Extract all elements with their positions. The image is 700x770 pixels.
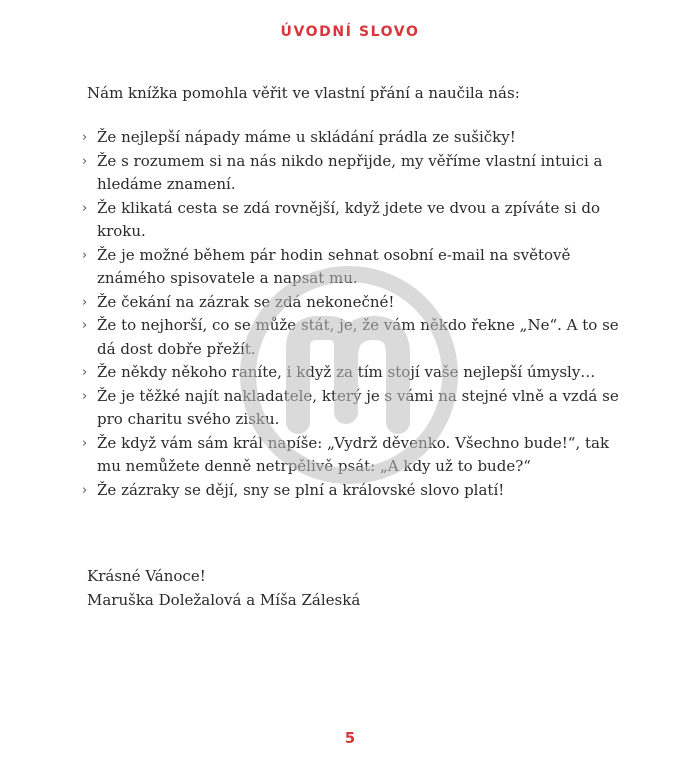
bullet-marker-icon: › [82, 388, 88, 404]
list-item-text: Že když vám sám král napíše: „Vydrž děvenko. Všechno bude!“, tak mu nemůžete denně netrpělivě psát: „A kdy už to bude?“ [97, 433, 610, 475]
bullet-marker-icon: › [82, 130, 88, 145]
list-item [80, 291, 620, 315]
list-item-text: Že je těžké najít nakladatele, který je s vámi na stejné vlně a vzdá se pro charitu svého zisku. [97, 386, 619, 428]
list-item-text: Že někdy někoho raníte, i když za tím stojí vaše nejlepší úmysly… [97, 363, 596, 381]
list-item [80, 314, 620, 361]
page-heading: ÚVODNÍ SLOVO [280, 24, 420, 40]
bullet-list [80, 126, 620, 502]
list-item-text: Že je možné během pár hodin sehnat osobní e-mail na světově známého spisovatele a napsat mu. [97, 245, 571, 287]
bullet-marker-icon: › [82, 365, 88, 380]
list-item-text: Že to nejhorší, co se může stát, je, že vám někdo řekne „Ne“. A to se dá dost dobře přežít. [97, 316, 619, 358]
bullet-marker-icon: › [82, 153, 88, 169]
closing-signature: Maruška Doležalová a Míša Záleská [87, 591, 361, 609]
closing-block [87, 564, 360, 612]
bullet-marker-icon: › [82, 200, 88, 216]
intro-paragraph: Nám knížka pomohla věřit ve vlastní přání a naučila nás: [87, 84, 520, 102]
page-number: 5 [344, 729, 356, 747]
list-item [80, 361, 620, 385]
list-item-text: Že nejlepší nápady máme u skládání prádla ze sušičky! [97, 128, 516, 146]
list-item [80, 150, 620, 197]
list-item [80, 197, 620, 244]
list-item-text: Že klikatá cesta se zdá rovnější, když jdete ve dvou a zpíváte si do kroku. [97, 198, 600, 240]
list-item-text: Že s rozumem si na nás nikdo nepřijde, my věříme vlastní intuici a hledáme znamení. [97, 151, 603, 193]
list-item [80, 479, 620, 503]
closing-greeting: Krásné Vánoce! [87, 567, 206, 585]
list-item [80, 385, 620, 432]
bullet-marker-icon: › [82, 294, 88, 310]
bullet-marker-icon: › [82, 435, 88, 451]
bullet-marker-icon: › [82, 247, 88, 263]
list-item [80, 432, 620, 479]
list-item-text: Že čekání na zázrak se zdá nekonečné! [97, 292, 395, 311]
bullet-marker-icon: › [82, 318, 88, 333]
bullet-marker-icon: › [82, 482, 88, 498]
list-item [80, 244, 620, 291]
list-item [80, 126, 620, 150]
list-item-text: Že zázraky se dějí, sny se plní a královské slovo platí! [97, 480, 505, 499]
